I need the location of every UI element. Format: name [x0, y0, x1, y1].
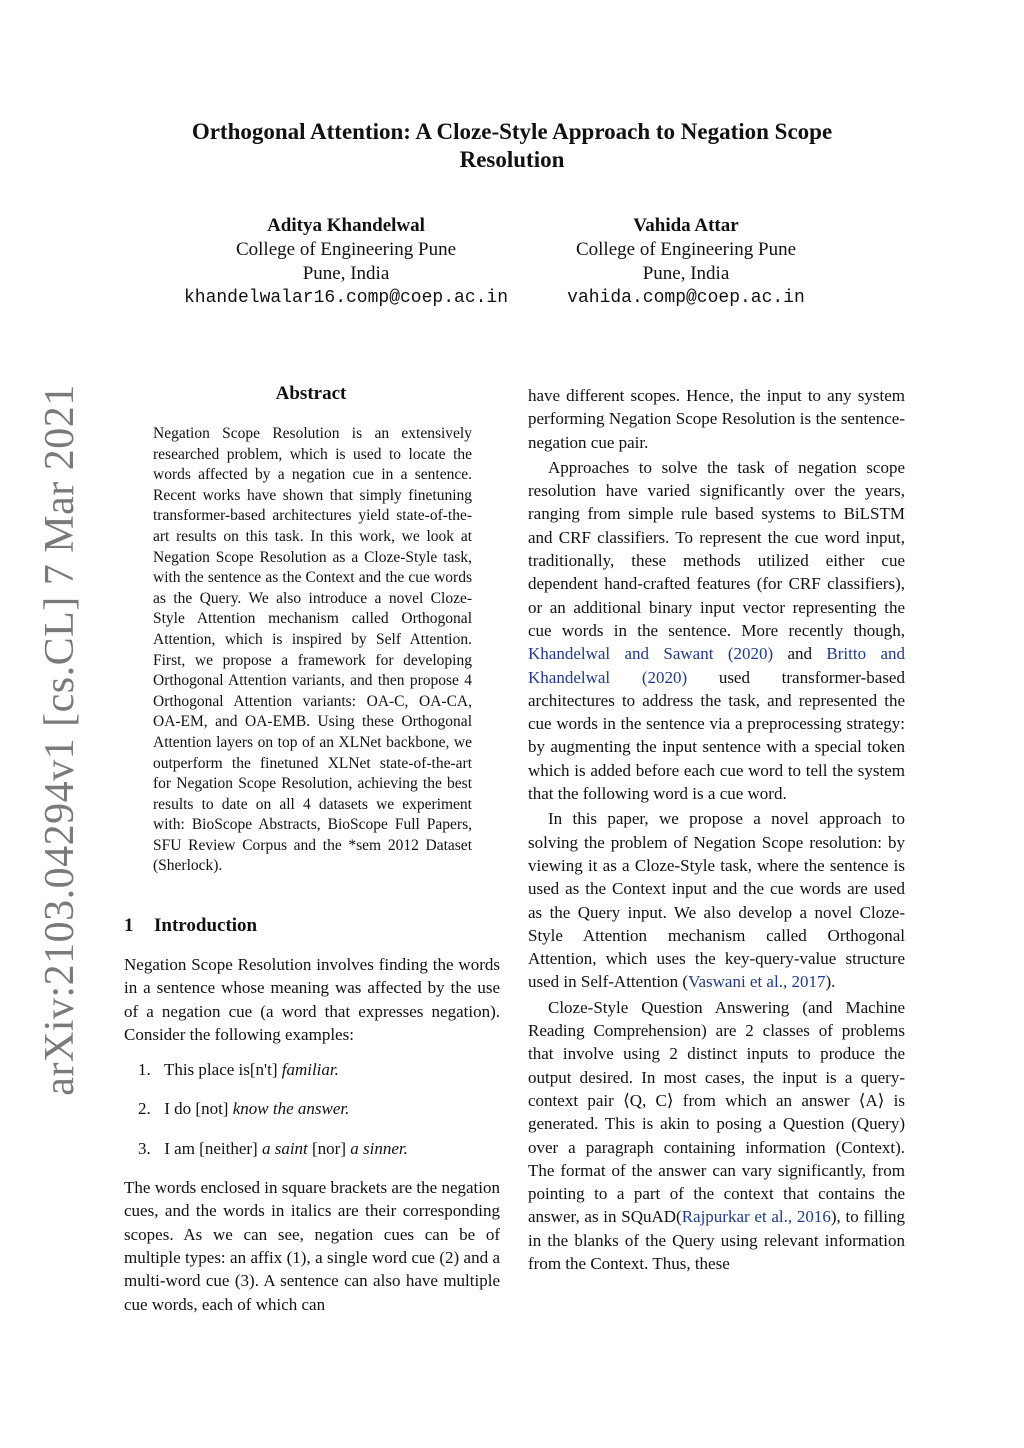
citation-link[interactable]: Rajpurkar et al., 2016	[681, 1207, 831, 1227]
body-paragraph	[528, 807, 905, 993]
example-text: I am [neither]	[164, 1138, 262, 1158]
example-number: 1.	[138, 1060, 151, 1080]
example-text: [nor]	[307, 1138, 351, 1158]
paper-title: Orthogonal Attention: A Cloze-Style Approach to Negation Scope Resolution	[191, 119, 833, 172]
section-number: 1	[124, 915, 134, 936]
author-affiliation: College of Engineering Pune	[235, 239, 457, 260]
author-location: Pune, India	[302, 263, 390, 284]
abstract-text: Negation Scope Resolution is an extensively researched problem, which is used to locate the words affected by a negation cue in a sentence. Recent works have shown that simply finetuning transformer-based architectures yield state-of-the-art results on this task. In this work, we look at Negation Scope Resolution as a Cloze-Style task, with the sentence as the Context and the cue words as the Query. We also introduce a novel Cloze-Style Attention mechanism called Orthogonal Attention, which is inspired by Self Attention. First, we propose a framework for developing Orthogonal Attention variants, and then propose 4 Orthogonal Attention variants: OA-C, OA-CA, OA-EM, and OA-EMB. Using these Orthogonal Attention layers on top of an XLNet backbone, we outperform the finetuned XLNet state-of-the-art for Negation Scope Resolution, achieving the best results to date on all 4 datasets we experiment with: BioScope Abstracts, BioScope Full Papers, SFU Review Corpus and the *sem 2012 Dataset (Sherlock).	[153, 425, 472, 875]
example-text: This place is[n't]	[163, 1060, 282, 1080]
body-paragraph	[528, 456, 905, 805]
author-name: Vahida Attar	[633, 215, 739, 236]
example-number: 3.	[138, 1138, 151, 1158]
author-affiliation: College of Engineering Pune	[575, 239, 797, 260]
intro-paragraph: The words enclosed in square brackets are the negation cues, and the words in italics are their corresponding scopes. As we can see, negation cues can be of multiple types: an affix (1), a single word cue (2) and a multi-word cue (3). A sentence can also have multiple cue words, each of which can	[124, 1178, 500, 1314]
example-item	[138, 1058, 500, 1081]
citation-link[interactable]: Vaswani et al., 2017	[688, 972, 826, 992]
citation-link[interactable]: Britto and Khandelwal (2020)	[528, 644, 905, 687]
example-text: I do [not]	[164, 1099, 233, 1119]
example-item	[138, 1097, 500, 1120]
introduction-body	[124, 953, 500, 1316]
examples-list	[124, 1058, 500, 1160]
paragraph-text: ), to filling in the blanks of the Query using relevant information from the Context. Thus, these	[528, 1207, 905, 1273]
body-paragraph	[528, 996, 905, 1276]
section-title: Introduction	[154, 915, 258, 936]
paragraph-text: and	[773, 644, 827, 664]
paragraph-text: used transformer-based architectures to address the task, and represented the cue words in the sentence via a preprocessing strategy: by augmenting the input sentence with a special token which is added before each cue word to tell the system that the following word is a cue word.	[528, 667, 905, 804]
arxiv-id: arXiv:2103.04294v1 [cs.CL] 7 Mar 2021	[37, 384, 83, 1096]
body-paragraph: have different scopes. Hence, the input to any system performing Negation Scope Resolution is the sentence-negation cue pair.	[528, 386, 905, 452]
author-block-1	[158, 214, 534, 310]
intro-paragraph: Negation Scope Resolution involves finding the words in a sentence whose meaning was affected by the use of a negation cue (a word that expresses negation). Consider the following examples:	[124, 955, 500, 1044]
example-item	[138, 1137, 500, 1160]
author-email: vahida.comp@coep.ac.in	[567, 288, 805, 308]
example-scope: know the answer.	[232, 1099, 350, 1119]
author-name: Aditya Khandelwal	[267, 215, 425, 236]
example-scope: a sinner.	[350, 1138, 408, 1158]
author-email: khandelwalar16.comp@coep.ac.in	[183, 288, 509, 308]
example-scope: familiar.	[281, 1060, 339, 1080]
right-column	[528, 384, 905, 1277]
author-block-2	[548, 214, 824, 310]
example-number: 2.	[138, 1099, 151, 1119]
paragraph-text: ).	[825, 972, 836, 992]
example-scope: a saint	[261, 1138, 308, 1158]
author-location: Pune, India	[642, 263, 730, 284]
citation-link[interactable]: Khandelwal and Sawant (2020)	[528, 644, 774, 664]
paragraph-text: Cloze-Style Question Answering (and Machine Reading Comprehension) are 2 classes of problems that involve using 2 distinct inputs to produce the output desired. In most cases, the input is a query-context pair ⟨Q, C⟩ from which an answer ⟨A⟩ is generated. This is akin to posing a Question (Query) over a paragraph containing information (Context). The format of the answer can vary significantly, from pointing to a part of the context that contains the answer, as in SQuAD(	[528, 997, 905, 1227]
section-heading-introduction	[124, 915, 257, 937]
abstract-heading: Abstract	[275, 383, 347, 404]
paragraph-text: Approaches to solve the task of negation scope resolution have varied significantly over the years, ranging from simple rule based systems to BiLSTM and CRF classifiers. To represent the cue word input, traditionally, these methods utilized either cue dependent hand-crafted features (for CRF classifiers), or an additional binary input vector representing the cue words in the sentence. More recently though,	[528, 457, 905, 640]
paragraph-text: In this paper, we propose a novel approach to solving the problem of Negation Scope resolution: by viewing it as a Cloze-Style task, where the sentence is used as the Context input and the cue words are used as the Query input. We also develop a novel Cloze-Style Attention mechanism called Orthogonal Attention, which uses the key-query-value structure used in Self-Attention (	[528, 809, 905, 992]
